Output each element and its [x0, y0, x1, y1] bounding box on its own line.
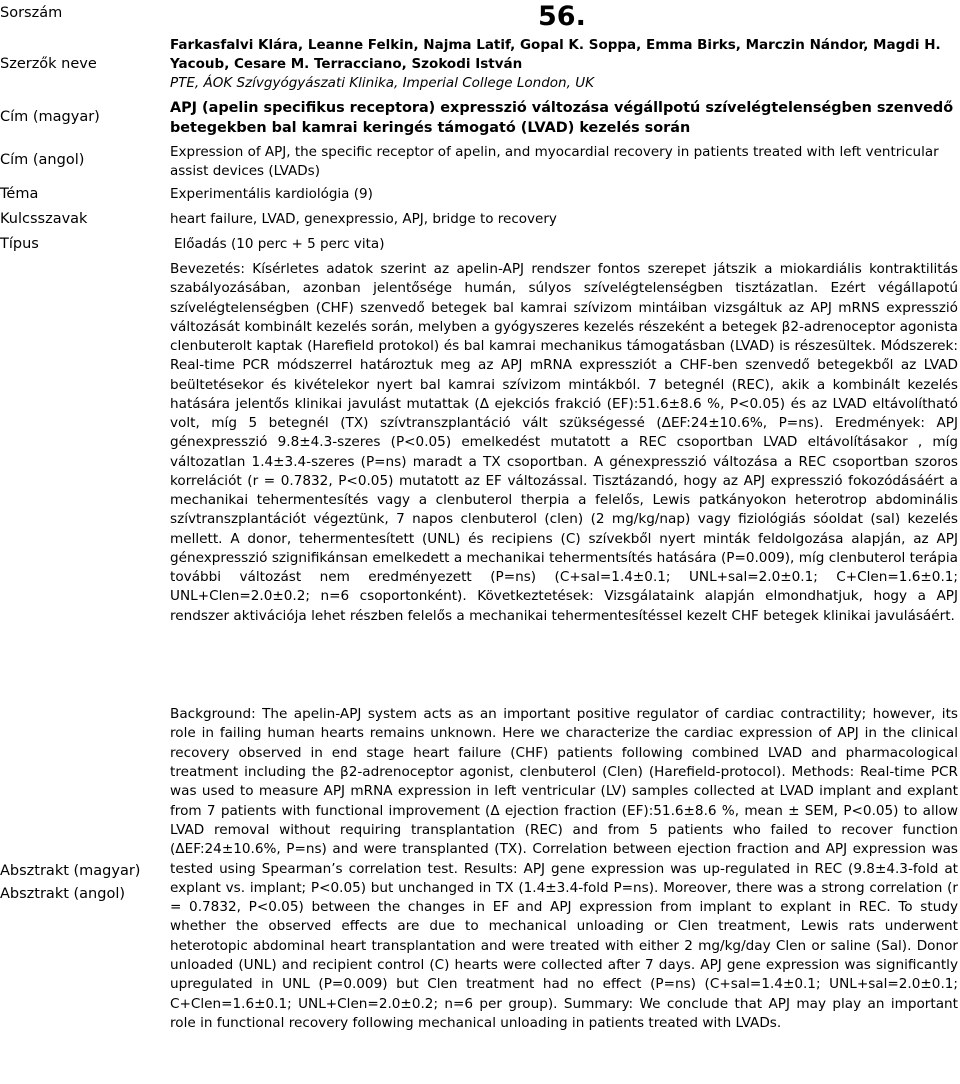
title-en-label: Cím (angol)	[0, 152, 85, 168]
type-value: Előadás (10 perc + 5 perc vita)	[174, 236, 385, 252]
topic-value: Experimentális kardiológia (9)	[170, 186, 373, 202]
type-label: Típus	[0, 236, 39, 252]
title-en-value: Expression of APJ, the specific receptor of apelin, and myocardial recovery in patients treated with left ventricular assist devices (LVADs)	[170, 144, 939, 180]
affiliation-value: PTE, ÁOK Szívgyógyászati Klinika, Imperial College London, UK	[170, 75, 594, 91]
abstract-hu-value: Bevezetés: Kísérletes adatok szerint az apelin-APJ rendszer fontos szerepet játszik a miokardiális kontraktilitás szabályozásában, azonban jelentősége humán, súlyos szívelégtelenségben tisztázatlan. Ezért végállapotú szívelégtelenségben (CHF) szenvedő betegek bal kamrai szívizom mintáiban vizsgáltuk az APJ mRNS expresszió változását kombinált kezelés során, melyben a gyógyszeres kezelés részeként a betegek β2-adrenoceptor agonista clenbuterolt kaptak (Harefield protokol) és bal kamrai mechanikus támogatásban (LVAD) is részesültek. Módszerek: Real-time PCR módszerrel határoztuk meg az APJ mRNA expressziót a CHF-ben szenvedő betegekből az LVAD beültetésekor és kivételekor nyert bal kamrai szívizom mintákból. 7 betegnél (REC), akik a kombinált kezelés hatására jelentős klinikai javulást mutattak (Δ ejekciós frakció (EF):51.6±8.6 %, P<0.05) és az LVAD eltávolítható volt, míg 5 betegnél (TX) szívtranszplantáció vált szükségessé (ΔEF:24±10.6%, P=ns). Eredmények: APJ génexpresszió 9.8±4.3-szeres (P<0.05) emelkedést mutatott a REC csoportban LVAD eltávolításakor , míg változatlan 1.4±3.4-szeres (P=ns) maradt a TX csoportban. A génexpresszió változása a REC csoportban szoros korrelációt (r = 0.7832, P<0.05) mutatott az EF változással. Tisztázandó, hogy az APJ expresszió fokozódásáért a mechanikai tehermentesítés vagy a clenbuterol therpia a felelős, Lewis patkányokon heterotrop abdominális szívtranszplantációt végeztünk, 7 napos clenbuterol (clen) (2 mg/kg/nap) vagy fiziológiás sóoldat (sal) kezelés mellett. A donor, tehermentesített (UNL) és recipiens (C) szívekből nyert minták feldolgozása alapján, az APJ génexpresszió szignifikánsan emelkedett a mechanikai tehermentsítés hatására (P=0.009), míg clenbuterol terápia további változást nem eredményezett (P=ns) (C+sal=1.4±0.1; UNL+sal=2.0±0.1; C+Clen=1.6±0.1; UNL+Clen=2.0±0.2; n=6 csoportonként). Következtetések: Vizsgálataink alapján elmondhatjuk, hogy a APJ rendszer aktivációja lehet részben felelős a mechanikai tehermentesítéssel kezelt CHF betegek klinikai javulásáért.	[170, 261, 958, 624]
authors-label: Szerzők neve	[0, 56, 97, 72]
authors-value: Farkasfalvi Klára, Leanne Felkin, Najma Latif, Gopal K. Soppa, Emma Birks, Marczin Nándor, Magdi H. Yacoub, Cesare M. Terracciano, Szokodi István	[170, 37, 941, 73]
abstract-en-value: Background: The apelin-APJ system acts as an important positive regulator of cardiac contractility; however, its role in failing human hearts remains unknown. Here we characterize the cardiac expression of APJ in the clinical recovery observed in end stage heart failure (CHF) patients following combined LVAD and pharmacological treatment including the β2-adrenoceptor agonist, clenbuterol (Clen) (Harefield-protocol). Methods: Real-time PCR was used to measure APJ mRNA expression in left ventricular (LV) samples collected at LVAD implant and explant from 7 patients with functional improvement (Δ ejection fraction (EF):51.6±8.6 %, mean ± SEM, P<0.05) to allow LVAD removal without requiring transplantation (REC) and from 5 patients who failed to recover function (ΔEF:24±10.6%, P=ns) and were transplanted (TX). Correlation between ejection fraction and APJ expression was tested using Spearman’s correlation test. Results: APJ gene expression was up-regulated in REC (9.8±4.3-fold at explant vs. implant; P<0.05) but unchanged in TX (1.4±3.4-fold P=ns). Moreover, there was a strong correlation (r = 0.7832, P<0.05) between the changes in EF and APJ expression from implant to explant in REC. To study whether the observed effects are due to mechanical unloading or Clen treatment, Lewis rats underwent heterotopic abdominal heart transplantation and were treated with either 2 mg/kg/day Clen or saline (Sal). Donor unloaded (UNL) and recipient control (C) hearts were collected after 7 days. APJ gene expression was significantly upregulated in UNL (P=0.009) but Clen treatment had no effect (P=ns) (C+sal=1.4±0.1; UNL+sal=2.0±0.1; C+Clen=1.6±0.1; UNL+Clen=2.0±0.2; n=6 per group). Summary: We conclude that APJ may play an important role in functional recovery following mechanical unloading in patients treated with LVADs.	[170, 706, 958, 1031]
title-hu-label: Cím (magyar)	[0, 109, 100, 125]
abstract-hu-label: Absztrakt (magyar)	[0, 863, 141, 879]
title-hu-value: APJ (apelin specifikus receptora) expresszió változása végállpotú szívelégtelenségben szenvedő betegekben bal kamrai keringés támogató (LVAD) kezelés során	[170, 100, 954, 136]
topic-label: Téma	[0, 186, 39, 202]
keywords-value: heart failure, LVAD, genexpressio, APJ, bridge to recovery	[170, 211, 557, 227]
number-label: Sorszám	[0, 5, 63, 21]
record-number: 56.	[538, 1, 586, 32]
keywords-label: Kulcsszavak	[0, 211, 88, 227]
abstract-en-label: Absztrakt (angol)	[0, 886, 126, 902]
